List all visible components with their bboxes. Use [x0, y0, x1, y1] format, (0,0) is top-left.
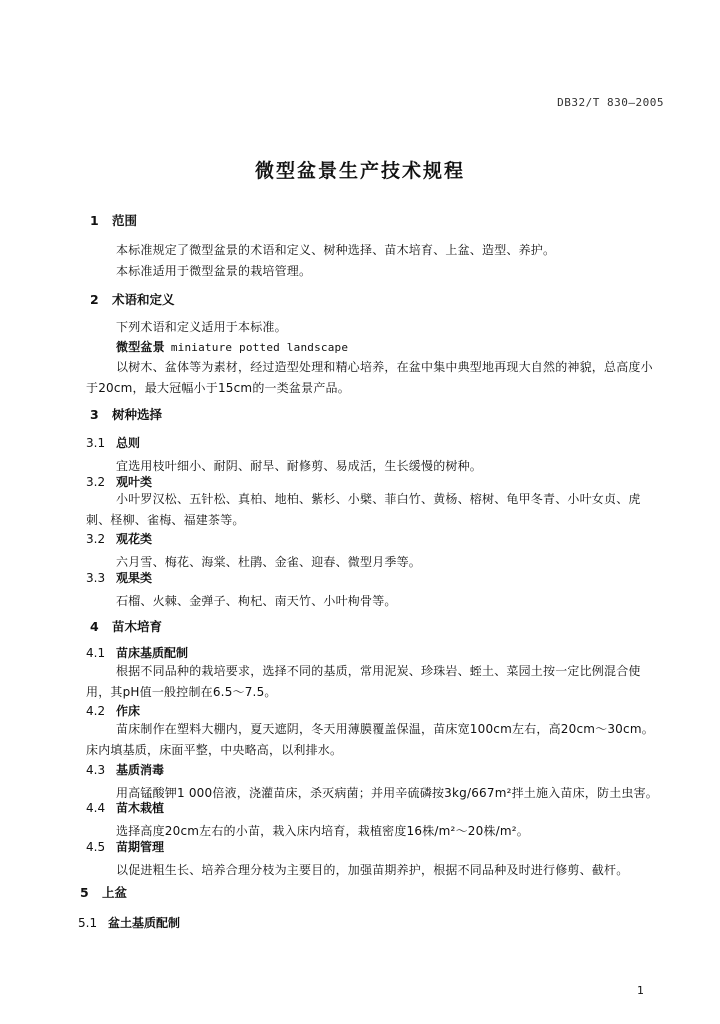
section-number: 3: [90, 407, 99, 422]
section-5-heading: [80, 883, 127, 901]
subsection-heading: [86, 799, 164, 816]
section-title: 上盆: [102, 885, 128, 900]
subsection-number: 3.3: [86, 571, 106, 585]
subsection-number: 3.2: [86, 532, 106, 546]
subsection-title: 总则: [116, 436, 141, 450]
term-chinese: 微型盆景: [116, 340, 165, 354]
paragraph: 本标准规定了微型盆景的术语和定义、树种选择、苗木培育、上盆、造型、养护。: [116, 243, 556, 257]
section-4-heading: [90, 617, 162, 635]
paragraph: 宜选用枝叶细小、耐阴、耐旱、耐修剪、易成活，生长缓慢的树种。: [116, 459, 483, 473]
paragraph: 以促进粗生长、培养合理分枝为主要目的，加强苗期养护，根据不同品种及时进行修剪、截杆。: [116, 863, 629, 877]
subsection-title: 作床: [116, 704, 141, 718]
section-title: 术语和定义: [112, 292, 175, 307]
subsection-title: 苗木栽植: [116, 801, 165, 815]
section-1-heading: [90, 211, 137, 229]
subsection-number: 3.2: [86, 475, 106, 489]
paragraph: 本标准适用于微型盆景的栽培管理。: [116, 264, 312, 278]
paragraph: 小叶罗汉松、五针松、真柏、地柏、紫杉、小檗、菲白竹、黄杨、榕树、龟甲冬青、小叶女贞、虎刺、柽柳、雀梅、福建茶等。: [86, 492, 641, 527]
subsection-title: 盆土基质配制: [108, 916, 181, 930]
subsection-heading: [86, 838, 164, 855]
section-number: 2: [90, 292, 99, 307]
section-3-heading: [90, 405, 162, 423]
page-number: 1: [637, 984, 644, 997]
subsection-heading: [86, 569, 152, 586]
subsection-number: 4.5: [86, 840, 106, 854]
subsection-number: 4.2: [86, 704, 106, 718]
subsection-title: 苗床基质配制: [116, 646, 189, 660]
term-definition: 以树木、盆体等为素材，经过造型处理和精心培养，在盆中集中典型地再现大自然的神貌，总高度小于20cm，最大冠幅小于15cm的一类盆景产品。: [86, 360, 653, 395]
subsection-heading: [86, 530, 152, 547]
section-title: 树种选择: [112, 407, 163, 422]
subsection-title: 苗期管理: [116, 840, 165, 854]
term-english: miniature potted landscape: [170, 341, 349, 354]
subsection-number: 3.1: [86, 436, 106, 450]
section-2-heading: [90, 290, 175, 308]
subsection-heading: [86, 434, 140, 451]
subsection-heading: [86, 702, 140, 719]
subsection-heading: [78, 914, 180, 931]
subsection-heading: [86, 761, 164, 778]
paragraph: 选择高度20cm左右的小苗，栽入床内培育，栽植密度16株/m²～20株/m²。: [116, 824, 529, 838]
term-entry: [116, 338, 348, 355]
paragraph: 下列术语和定义适用于本标准。: [116, 320, 287, 334]
subsection-title: 观花类: [116, 532, 153, 546]
standard-number: DB32/T 830—2005: [557, 96, 664, 109]
paragraph: 六月雪、梅花、海棠、杜鹃、金雀、迎春、微型月季等。: [116, 555, 422, 569]
paragraph: 石榴、火棘、金弹子、枸杞、南天竹、小叶枸骨等。: [116, 594, 397, 608]
paragraph: 用高锰酸钾1 000倍液，浇灌苗床，杀灭病菌；并用辛硫磷按3kg/667m²拌土施入苗床，防土虫害。: [116, 786, 659, 800]
subsection-number: 4.3: [86, 763, 106, 777]
section-title: 范围: [112, 213, 138, 228]
subsection-number: 4.4: [86, 801, 106, 815]
paragraph: 苗床制作在塑料大棚内，夏天遮阴，冬天用薄膜覆盖保温，苗床宽100cm左右，高20cm～30cm。床内填基质，床面平整，中央略高，以利排水。: [86, 722, 654, 757]
subsection-title: 基质消毒: [116, 763, 165, 777]
section-number: 5: [80, 885, 89, 900]
subsection-number: 5.1: [78, 916, 98, 930]
section-number: 1: [90, 213, 99, 228]
paragraph: 根据不同品种的栽培要求，选择不同的基质，常用泥炭、珍珠岩、蛭土、菜园土按一定比例混合使用，其pH值一般控制在6.5～7.5。: [86, 664, 641, 699]
subsection-heading: [86, 644, 188, 661]
subsection-number: 4.1: [86, 646, 106, 660]
section-title: 苗木培育: [112, 619, 163, 634]
subsection-title: 观果类: [116, 571, 153, 585]
document-title: 微型盆景生产技术规程: [254, 160, 465, 182]
section-number: 4: [90, 619, 99, 634]
subsection-title: 观叶类: [116, 475, 153, 489]
subsection-heading: [86, 473, 152, 490]
